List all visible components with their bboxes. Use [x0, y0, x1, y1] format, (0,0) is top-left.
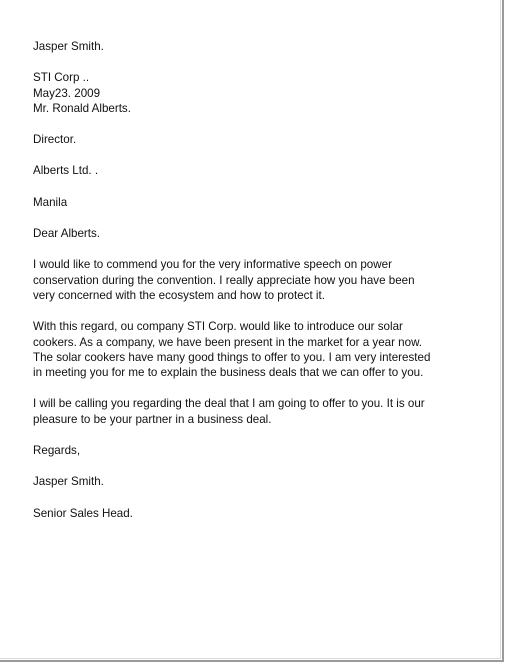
- paragraph-2-line: The solar cookers have many good things to offer to you. I am very interested: [33, 350, 431, 364]
- signature-name: Jasper Smith.: [33, 475, 104, 489]
- recipient-company-block: [33, 163, 473, 178]
- paragraph-2-line: With this regard, ou company STI Corp. would like to introduce our solar: [33, 320, 403, 334]
- recipient-city-block: [33, 195, 473, 210]
- paragraph-1-line: conservation during the convention. I really appreciate how you have been: [33, 273, 415, 287]
- recipient-title: Director.: [33, 133, 77, 147]
- recipient-title-block: [33, 132, 473, 147]
- signature-name-block: [33, 474, 473, 489]
- recipient-company: Alberts Ltd. .: [33, 164, 99, 178]
- paragraph-1: [33, 257, 473, 303]
- salutation-block: [33, 226, 473, 241]
- letter-date: May23. 2009: [33, 86, 101, 100]
- closing: Regards,: [33, 444, 81, 458]
- paragraph-3: [33, 396, 473, 427]
- recipient-name: Mr. Ronald Alberts.: [33, 101, 131, 115]
- sender-block: [33, 39, 473, 54]
- paragraph-1-line: I would like to commend you for the very informative speech on power: [33, 258, 392, 272]
- recipient-city: Manila: [33, 195, 68, 209]
- paragraph-2-line: in meeting you for me to explain the business deals that we can offer to you.: [33, 366, 424, 380]
- paragraph-2-line: cookers. As a company, we have been present in the market for a year now.: [33, 335, 423, 349]
- paragraph-2: [33, 319, 473, 380]
- sender-company: STI Corp ..: [33, 71, 90, 85]
- letter-body: [33, 39, 473, 521]
- signature-title: Senior Sales Head.: [33, 506, 133, 520]
- sender-name: Jasper Smith.: [33, 40, 104, 53]
- paragraph-3-line: pleasure to be your partner in a business deal.: [33, 412, 272, 426]
- paragraph-3-line: I will be calling you regarding the deal that I am going to offer to you. It is our: [33, 397, 425, 411]
- signature-title-block: [33, 506, 473, 521]
- closing-block: [33, 443, 473, 458]
- salutation: Dear Alberts.: [33, 227, 101, 241]
- paragraph-1-line: very concerned with the ecosystem and how to protect it.: [33, 288, 325, 302]
- header-block: [33, 70, 473, 116]
